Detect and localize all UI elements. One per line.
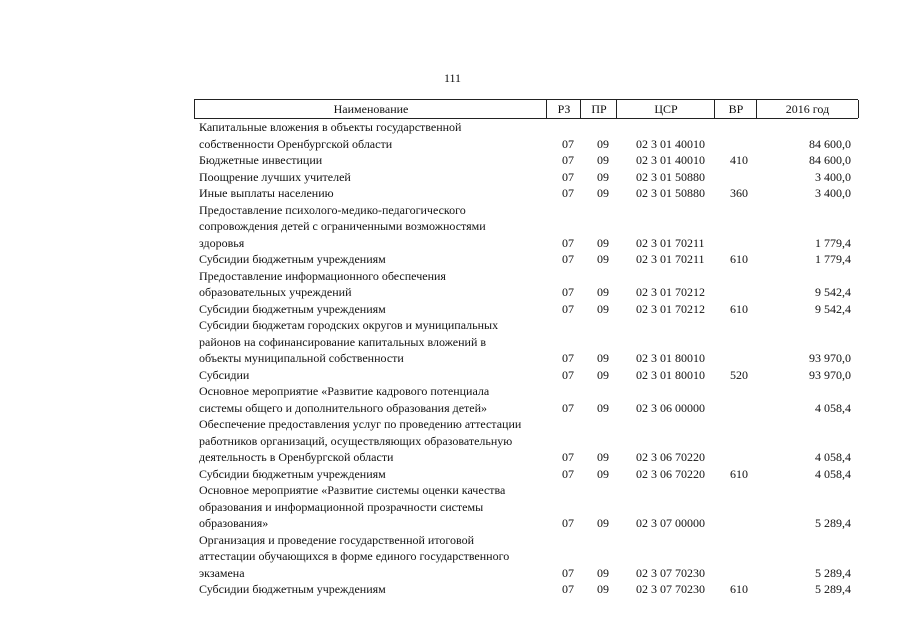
row-vr: 610 (730, 582, 748, 596)
row-name: сопровождения детей с ограниченными возможностями (199, 219, 486, 233)
row-rz: 07 (562, 351, 574, 365)
row-name: Обеспечение предоставления услуг по проведению аттестации (199, 417, 522, 431)
table-row (0, 251, 905, 267)
row-csr: 02 3 01 40010 (636, 137, 705, 151)
row-csr: 02 3 01 50880 (636, 186, 705, 200)
table-row (0, 218, 905, 234)
table-header (194, 99, 858, 119)
row-csr: 02 3 01 50880 (636, 170, 705, 184)
row-amount: 1 779,4 (815, 236, 851, 250)
table-row (0, 317, 905, 333)
row-amount: 93 970,0 (809, 351, 851, 365)
row-csr: 02 3 01 80010 (636, 351, 705, 365)
row-pr: 09 (597, 252, 609, 266)
header-pr: ПР (580, 100, 617, 118)
row-rz: 07 (562, 582, 574, 596)
row-csr: 02 3 06 70220 (636, 467, 705, 481)
row-amount: 5 289,4 (815, 582, 851, 596)
row-amount: 93 970,0 (809, 368, 851, 382)
row-amount: 4 058,4 (815, 401, 851, 415)
row-name: работников организаций, осуществляющих образовательную (199, 434, 513, 448)
row-pr: 09 (597, 236, 609, 250)
row-pr: 09 (597, 351, 609, 365)
row-name: Субсидии бюджетным учреждениям (199, 302, 386, 316)
header-rz: РЗ (546, 100, 581, 118)
row-vr: 360 (730, 186, 748, 200)
row-name: Основное мероприятие «Развитие системы оценки качества (199, 483, 506, 497)
row-pr: 09 (597, 186, 609, 200)
header-name: Наименование (194, 100, 547, 118)
row-name: объекты муниципальной собственности (199, 351, 404, 365)
row-csr: 02 3 01 80010 (636, 368, 705, 382)
table-row (0, 499, 905, 515)
table-row (0, 136, 905, 152)
table-row (0, 532, 905, 548)
row-name: образования» (199, 516, 269, 530)
row-vr: 520 (730, 368, 748, 382)
row-name: Организация и проведение государственной итоговой (199, 533, 475, 547)
row-pr: 09 (597, 153, 609, 167)
table-row (0, 268, 905, 284)
table-row (0, 367, 905, 383)
row-name: Субсидии бюджетным учреждениям (199, 467, 386, 481)
table-row (0, 416, 905, 432)
row-rz: 07 (562, 186, 574, 200)
table-row (0, 235, 905, 251)
row-name: районов на софинансирование капитальных вложений в (199, 335, 487, 349)
row-pr: 09 (597, 582, 609, 596)
row-name: Поощрение лучших учителей (199, 170, 351, 184)
page-number: 111 (443, 71, 462, 85)
row-name: Субсидии бюджетным учреждениям (199, 252, 386, 266)
table-row (0, 400, 905, 416)
header-year: 2016 год (756, 100, 859, 118)
row-amount: 5 289,4 (815, 516, 851, 530)
row-amount: 3 400,0 (815, 186, 851, 200)
row-name: аттестации обучающихся в форме единого государственного (199, 549, 510, 563)
row-rz: 07 (562, 401, 574, 415)
row-name: Капитальные вложения в объекты государственной (199, 120, 462, 134)
table-row (0, 185, 905, 201)
row-name: Бюджетные инвестиции (199, 153, 323, 167)
row-name: образовательных учреждений (199, 285, 352, 299)
table-row (0, 515, 905, 531)
table-row (0, 350, 905, 366)
row-name: здоровья (199, 236, 245, 250)
row-csr: 02 3 01 70211 (636, 252, 705, 266)
row-name: Иные выплаты населению (199, 186, 334, 200)
row-amount: 3 400,0 (815, 170, 851, 184)
table-row (0, 119, 905, 135)
row-csr: 02 3 01 70211 (636, 236, 705, 250)
table-row (0, 548, 905, 564)
table-row (0, 152, 905, 168)
row-csr: 02 3 07 00000 (636, 516, 705, 530)
row-rz: 07 (562, 516, 574, 530)
header-csr: ЦСР (616, 100, 715, 118)
row-pr: 09 (597, 467, 609, 481)
row-amount: 5 289,4 (815, 566, 851, 580)
table-row (0, 383, 905, 399)
row-vr: 410 (730, 153, 748, 167)
table-row (0, 334, 905, 350)
table-row (0, 301, 905, 317)
row-rz: 07 (562, 450, 574, 464)
row-rz: 07 (562, 368, 574, 382)
row-csr: 02 3 01 70212 (636, 285, 705, 299)
row-rz: 07 (562, 285, 574, 299)
table-row (0, 581, 905, 597)
row-amount: 84 600,0 (809, 137, 851, 151)
row-pr: 09 (597, 401, 609, 415)
row-pr: 09 (597, 516, 609, 530)
table-row (0, 433, 905, 449)
row-name: Субсидии бюджетам городских округов и муниципальных (199, 318, 499, 332)
row-name: экзамена (199, 566, 245, 580)
row-rz: 07 (562, 252, 574, 266)
row-amount: 1 779,4 (815, 252, 851, 266)
row-amount: 4 058,4 (815, 467, 851, 481)
row-amount: 84 600,0 (809, 153, 851, 167)
row-pr: 09 (597, 450, 609, 464)
table-row (0, 202, 905, 218)
row-csr: 02 3 06 70220 (636, 450, 705, 464)
row-rz: 07 (562, 137, 574, 151)
row-pr: 09 (597, 368, 609, 382)
row-pr: 09 (597, 137, 609, 151)
row-name: Субсидии (199, 368, 250, 382)
row-vr: 610 (730, 302, 748, 316)
row-csr: 02 3 07 70230 (636, 566, 705, 580)
row-name: собственности Оренбургской области (199, 137, 393, 151)
row-rz: 07 (562, 467, 574, 481)
row-pr: 09 (597, 302, 609, 316)
row-name: деятельность в Оренбургской области (199, 450, 394, 464)
table-row (0, 169, 905, 185)
row-vr: 610 (730, 252, 748, 266)
table-row (0, 466, 905, 482)
header-vr: ВР (714, 100, 757, 118)
row-name: Предоставление информационного обеспечения (199, 269, 446, 283)
table-row (0, 284, 905, 300)
row-rz: 07 (562, 170, 574, 184)
table-row (0, 482, 905, 498)
row-csr: 02 3 06 00000 (636, 401, 705, 415)
row-pr: 09 (597, 285, 609, 299)
row-name: Предоставление психолого-медико-педагогического (199, 203, 466, 217)
row-rz: 07 (562, 302, 574, 316)
row-name: системы общего и дополнительного образования детей» (199, 401, 488, 415)
row-name: Субсидии бюджетным учреждениям (199, 582, 386, 596)
row-rz: 07 (562, 236, 574, 250)
row-rz: 07 (562, 153, 574, 167)
row-csr: 02 3 01 70212 (636, 302, 705, 316)
row-csr: 02 3 01 40010 (636, 153, 705, 167)
row-csr: 02 3 07 70230 (636, 582, 705, 596)
row-amount: 9 542,4 (815, 302, 851, 316)
row-name: образования и информационной прозрачности системы (199, 500, 484, 514)
row-amount: 9 542,4 (815, 285, 851, 299)
row-amount: 4 058,4 (815, 450, 851, 464)
row-pr: 09 (597, 170, 609, 184)
table-row (0, 565, 905, 581)
table-row (0, 449, 905, 465)
row-name: Основное мероприятие «Развитие кадрового потенциала (199, 384, 490, 398)
row-vr: 610 (730, 467, 748, 481)
row-rz: 07 (562, 566, 574, 580)
row-pr: 09 (597, 566, 609, 580)
